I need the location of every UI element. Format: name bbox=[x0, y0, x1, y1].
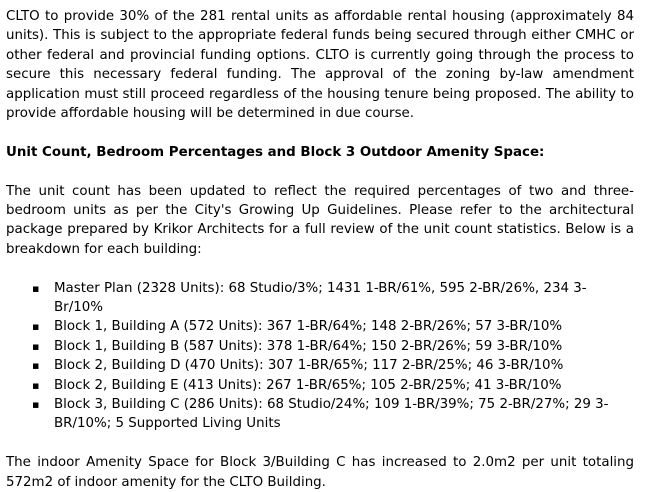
list-item bbox=[32, 317, 634, 336]
bullet-marker-icon: ▪ bbox=[32, 320, 40, 334]
list-item-text: Block 2, Building E (413 Units): 267 1-BR/65%; 105 2-BR/25%; 41 3-BR/10% bbox=[54, 377, 562, 393]
unit-count-paragraph: The unit count has been updated to reflect the required percentages of two and three-bedroom units as per the City's Growing Up Guidelines. Please refer to the architectural package prepared by Krikor Architects for a full review of the unit count statistics. Below is a breakdown for each building: bbox=[6, 183, 634, 257]
paragraph-spacer bbox=[6, 123, 634, 142]
section-heading: Unit Count, Bedroom Percentages and Block 3 Outdoor Amenity Space: bbox=[6, 144, 545, 160]
paragraph-spacer bbox=[6, 434, 634, 453]
affordable-housing-paragraph: CLTO to provide 30% of the 281 rental units as affordable rental housing (approximately 84 units). This is subject to the appropriate federal funds being secured through either CMHC or other federal and provincial funding options. CLTO is currently going through the process to secure this necessary federal funding. The approval of the zoning by-law amendment application must still proceed regardless of the housing tenure being proposed. The ability to provide affordable housing will be determined in due course. bbox=[6, 9, 634, 122]
list-item bbox=[32, 376, 634, 395]
paragraph-spacer bbox=[6, 259, 634, 278]
list-item-text: Block 1, Building B (587 Units): 378 1-BR/64%; 150 2-BR/26%; 59 3-BR/10% bbox=[54, 338, 563, 354]
building-breakdown-list bbox=[6, 279, 634, 434]
list-item-text: Block 2, Building D (470 Units): 307 1-BR/65%; 117 2-BR/25%; 46 3-BR/10% bbox=[54, 358, 564, 374]
bullet-marker-icon: ▪ bbox=[32, 281, 40, 295]
list-item bbox=[32, 395, 634, 434]
indoor-amenity-paragraph: The indoor Amenity Space for Block 3/Building C has increased to 2.0m2 per unit totaling 572m2 of indoor amenity for the CLTO Building. bbox=[6, 455, 634, 490]
list-item-text: Block 1, Building A (572 Units): 367 1-BR/64%; 148 2-BR/26%; 57 3-BR/10% bbox=[54, 319, 563, 335]
list-item bbox=[32, 337, 634, 356]
list-item bbox=[32, 356, 634, 375]
bullet-marker-icon: ▪ bbox=[32, 359, 40, 373]
list-item-text: Master Plan (2328 Units): 68 Studio/3%; 1431 1-BR/61%, 595 2-BR/26%, 234 3-Br/10% bbox=[54, 280, 587, 316]
bullet-marker-icon: ▪ bbox=[32, 398, 40, 412]
paragraph-spacer bbox=[6, 162, 634, 181]
bullet-marker-icon: ▪ bbox=[32, 378, 40, 392]
bullet-marker-icon: ▪ bbox=[32, 339, 40, 353]
document-page bbox=[6, 7, 634, 492]
list-item-text: Block 3, Building C (286 Units): 68 Studio/24%; 109 1-BR/39%; 75 2-BR/27%; 29 3-BR/10%; 5 Supported Living Units bbox=[54, 397, 609, 432]
list-item bbox=[32, 279, 634, 318]
